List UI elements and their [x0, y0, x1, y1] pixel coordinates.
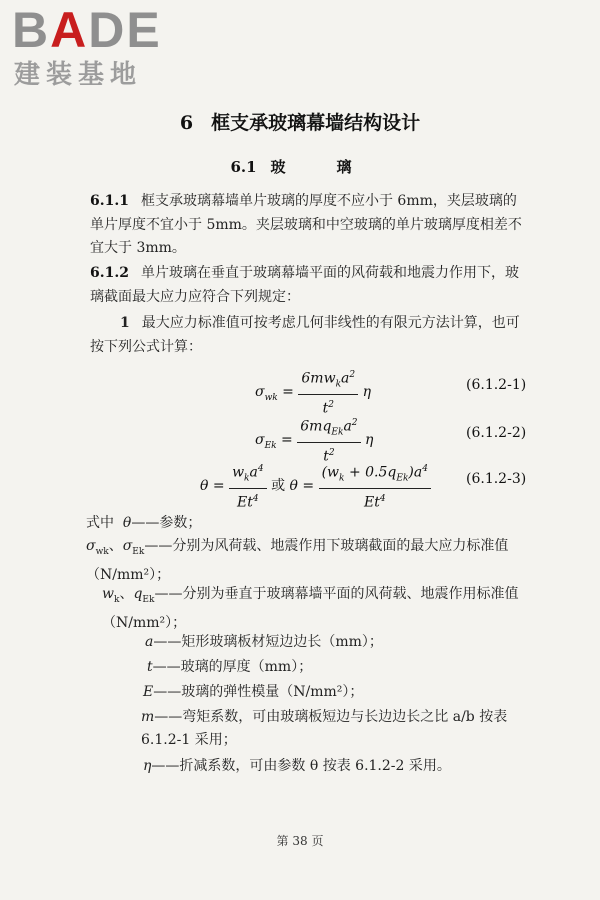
- equation-6-1-2-3: θ = $\frac{w_ka^4}{Et^4}$ 或 θ = $\frac{(w_k + 0.5q_{Ek})a^4}{Et^4}$: [200, 460, 431, 512]
- definition-m: m——弯矩系数，可由玻璃板短边与长边边长之比 a/b 按表 6.1.2-1 采用；: [141, 709, 508, 748]
- equation-6-1-2-2: $\sigma_{Ek}$ = $\frac{6mq_{Ek}a^2}{t^2}$ η: [255, 414, 373, 466]
- section-title-text: 玻 璃: [270, 158, 370, 176]
- definition-eta: η——折减系数，可由参数 θ 按表 6.1.2-2 采用。: [143, 758, 451, 774]
- page-number: 第 38 页: [276, 834, 324, 848]
- item-text: 最大应力标准值可按考虑几何非线性的有限元方法计算，也可按下列公式计算：: [90, 315, 520, 355]
- definition-E: E——玻璃的弹性模量（N/mm²）；: [143, 684, 364, 700]
- clause-6-1-2: [90, 262, 530, 309]
- section-number: 6.1: [230, 158, 257, 176]
- item-number: 1: [120, 315, 130, 331]
- definition-a: a——矩形玻璃板材短边边长（mm）；: [145, 634, 383, 650]
- chapter-title: [0, 108, 600, 135]
- clause-text: 框支承玻璃幕墙单片玻璃的厚度不应小于 6mm，夹层玻璃的单片厚度不宜小于 5mm。夹层玻璃和中空玻璃的单片玻璃厚度相差不宜大于 3mm。: [90, 193, 522, 256]
- clause-number: 6.1.1: [90, 193, 129, 209]
- chapter-number: 6: [179, 112, 194, 134]
- equation-6-1-2-1: $\sigma_{wk}$ = $\frac{6mw_ka^2}{t^2}$ η: [255, 366, 371, 418]
- item-1: [90, 312, 530, 359]
- equation-number: (6.1.2-3): [466, 471, 527, 487]
- definition-t: t——玻璃的厚度（mm）；: [147, 659, 313, 675]
- chapter-title-text: 框支承玻璃幕墙结构设计: [211, 112, 421, 134]
- logo-subtitle: 建装基地: [14, 60, 143, 90]
- definition-theta: 式中 θ——参数；: [86, 515, 202, 531]
- section-title: [0, 156, 600, 177]
- clause-6-1-1: [90, 190, 530, 261]
- bade-logo: BADE: [12, 2, 162, 58]
- equation-number: (6.1.2-2): [466, 425, 527, 441]
- or-word: 或: [271, 478, 286, 495]
- equation-number: (6.1.2-1): [466, 377, 527, 393]
- definition-w-q: $w_k$、$q_{Ek}——$分别为垂直于玻璃幕墙平面的风荷载、地震作用标准值（N/mm²）；: [102, 586, 519, 631]
- clause-number: 6.1.2: [90, 265, 129, 281]
- definition-sigma: $\sigma_{wk}$、$\sigma_{Ek}——$分别为风荷载、地震作用下玻璃截面的最大应力标准值（N/mm²）；: [86, 538, 509, 583]
- clause-text: 单片玻璃在垂直于玻璃幕墙平面的风荷载和地震力作用下，玻璃截面最大应力应符合下列规定：: [90, 265, 519, 305]
